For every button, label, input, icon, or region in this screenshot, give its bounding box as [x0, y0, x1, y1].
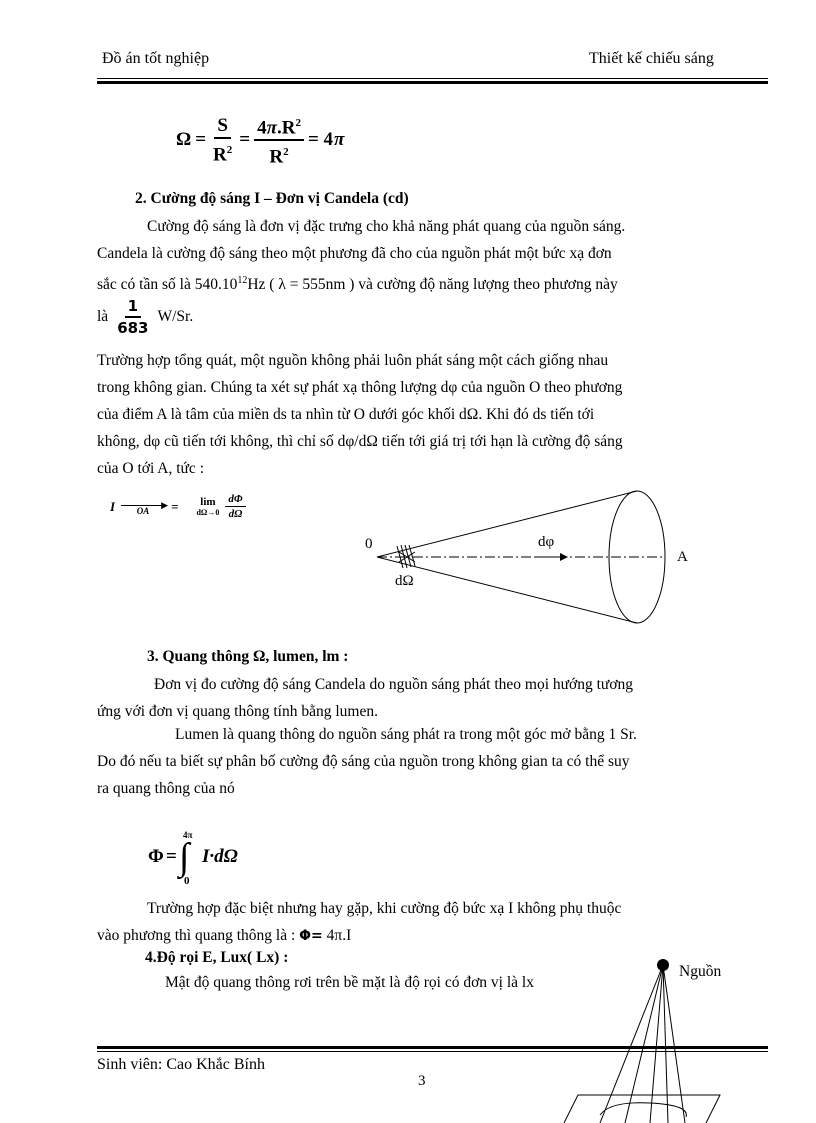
exponent: 2 — [226, 143, 233, 156]
page-number: 3 — [418, 1073, 426, 1089]
light-ray — [650, 965, 663, 1123]
text-line: không, dφ cũ tiến tới không, thì chỉ số dφ/dΩ tiến tới giá trị tới hạn là cường độ sáng — [97, 433, 623, 450]
illuminated-area — [600, 1103, 686, 1117]
equals-sign: = — [195, 129, 207, 151]
arrow-oa — [121, 497, 169, 516]
arrow-icon: ▶ — [121, 505, 165, 506]
text-line: Cường độ sáng là đơn vị đặc trưng cho khả năng phát quang của nguồn sáng. — [147, 218, 626, 235]
fraction-denominator: 683 — [117, 319, 149, 337]
text-span: Hz ( λ = 555nm ) và cường độ năng lượng theo phương này — [247, 276, 618, 294]
equals-sign: = — [239, 129, 251, 151]
equals-4: = 4 — [307, 129, 334, 151]
text-span: vào phương thì quang thông là : — [97, 927, 296, 944]
exponent: 2 — [283, 146, 289, 159]
fraction-dphi-domega — [225, 492, 245, 521]
light-ray — [625, 965, 663, 1123]
surface-plane — [564, 1095, 720, 1123]
text-span: W/Sr. — [157, 308, 194, 325]
integral-upper-bound: 4π — [183, 830, 193, 840]
integrand: I·dΩ — [202, 846, 238, 867]
fraction-numerator: S — [214, 115, 231, 139]
pi-symbol: π — [334, 129, 345, 151]
point-o-label: 0 — [365, 536, 373, 552]
text-line: trong không gian. Chúng ta xét sự phát xạ thông lượng dφ của nguồn O theo phương — [97, 379, 623, 396]
header-right: Thiết kế chiếu sáng — [589, 50, 714, 67]
fraction-numerator — [254, 112, 304, 141]
source-label: Nguồn — [679, 963, 722, 980]
fraction-numerator: 1 — [125, 296, 141, 318]
section-3-paragraph-1 — [97, 671, 757, 725]
r-symbol: R — [269, 146, 284, 168]
section-3-paragraph-3 — [97, 895, 757, 950]
pi-symbol: π — [266, 117, 277, 139]
intensity-symbol: I — [110, 498, 116, 514]
point-a-label: A — [677, 549, 688, 565]
light-ray — [663, 965, 668, 1123]
light-ray — [663, 965, 685, 1123]
dphi-label: dφ — [538, 534, 555, 550]
phi-equals: Φ= — [299, 928, 323, 944]
cone-upper-edge — [377, 491, 637, 557]
r-term: .R — [276, 117, 296, 139]
fraction-denominator — [266, 141, 291, 168]
limit-formula — [110, 492, 246, 521]
section-2-paragraph-2 — [97, 347, 757, 482]
solid-angle-formula — [176, 112, 344, 169]
footer-rule-thick — [97, 1046, 768, 1049]
text-line: ứng với đơn vị quang thông tính bằng lumen. — [97, 703, 378, 720]
four: 4 — [257, 117, 267, 139]
text-span: 4π.I — [326, 927, 352, 944]
fraction-s-r2 — [210, 115, 235, 166]
equals-sign: = — [166, 846, 177, 867]
header-rule-thick — [97, 81, 768, 84]
section-3-heading: 3. Quang thông Ω, lumen, lm : — [147, 648, 349, 665]
r-symbol: R — [213, 143, 227, 165]
header-rule-thin — [97, 78, 768, 79]
text-line: ra quang thông của nó — [97, 780, 235, 797]
text-line: Candela là cường độ sáng theo một phương đã cho của nguồn phát một bức xạ đơn — [97, 245, 612, 262]
section-2-heading: 2. Cường độ sáng I – Đơn vị Candela (cd) — [135, 190, 409, 207]
integral-sign-icon: ∫ — [179, 836, 190, 878]
light-ray — [600, 965, 663, 1123]
phi-symbol: Φ — [148, 846, 164, 867]
cone-lower-edge — [377, 557, 637, 623]
text-line: Do đó nếu ta biết sự phân bố cường độ sáng của nguồn trong không gian ta có thể suy — [97, 753, 630, 770]
exponent: 2 — [295, 117, 301, 129]
illumination-diagram — [540, 955, 740, 1123]
lim-text: lim — [200, 496, 216, 508]
section-2-paragraph-1 — [97, 213, 757, 298]
lim-subscript: dΩ→0 — [196, 508, 220, 517]
header-left: Đồ án tốt nghiệp — [102, 50, 210, 67]
section-2-intensity-line — [97, 296, 193, 338]
text-span: sắc có tần số là 540.10 — [97, 276, 238, 294]
omega-symbol: Ω — [176, 129, 192, 151]
text-line: Trường hợp tổng quát, một nguồn không phải luôn phát sáng một cách giống nhau — [97, 352, 609, 369]
fraction-4pir2-r2 — [254, 112, 304, 169]
section-4-paragraph: Mật độ quang thông rơi trên bề mặt là độ rọi có đơn vị là lx — [165, 974, 534, 991]
text-line: của O tới A, tức : — [97, 460, 204, 477]
equals-sign: = — [171, 498, 179, 514]
exponent: 12 — [237, 275, 248, 286]
section-4-heading: 4.Độ rọi E, Lux( Lx) : — [145, 949, 289, 966]
text-line: Đơn vị đo cường độ sáng Candela do nguồn sáng phát theo mọi hướng tương — [154, 676, 634, 693]
fraction-numerator: dΦ — [225, 492, 245, 507]
arrow-head-icon — [560, 553, 568, 561]
integral-lower-bound: 0 — [184, 875, 190, 887]
footer-rule-thin — [97, 1051, 768, 1052]
fraction-denominator — [210, 139, 235, 166]
footer-student: Sinh viên: Cao Khắc Bính — [97, 1056, 265, 1073]
lim-operator — [196, 496, 219, 517]
text-line: của điểm A là tâm của miền ds ta nhìn từ O dưới góc khối dΩ. Khi đó ds tiến tới — [97, 406, 595, 423]
text-line — [97, 922, 757, 950]
fraction-1-683 — [114, 296, 151, 338]
text-line — [97, 267, 757, 298]
arrow-subscript: OA — [136, 506, 150, 516]
text-span: là — [97, 308, 109, 325]
text-line: Lumen là quang thông do nguồn sáng phát ra trong một góc mở bằng 1 Sr. — [175, 726, 637, 743]
domega-label: dΩ — [395, 573, 414, 589]
fraction-denominator: dΩ — [228, 508, 243, 520]
cone-diagram — [355, 482, 715, 632]
section-3-paragraph-2 — [97, 721, 757, 802]
text-line: Trường hợp đặc biệt nhưng hay gặp, khi cường độ bức xạ I không phụ thuộc — [147, 900, 622, 917]
